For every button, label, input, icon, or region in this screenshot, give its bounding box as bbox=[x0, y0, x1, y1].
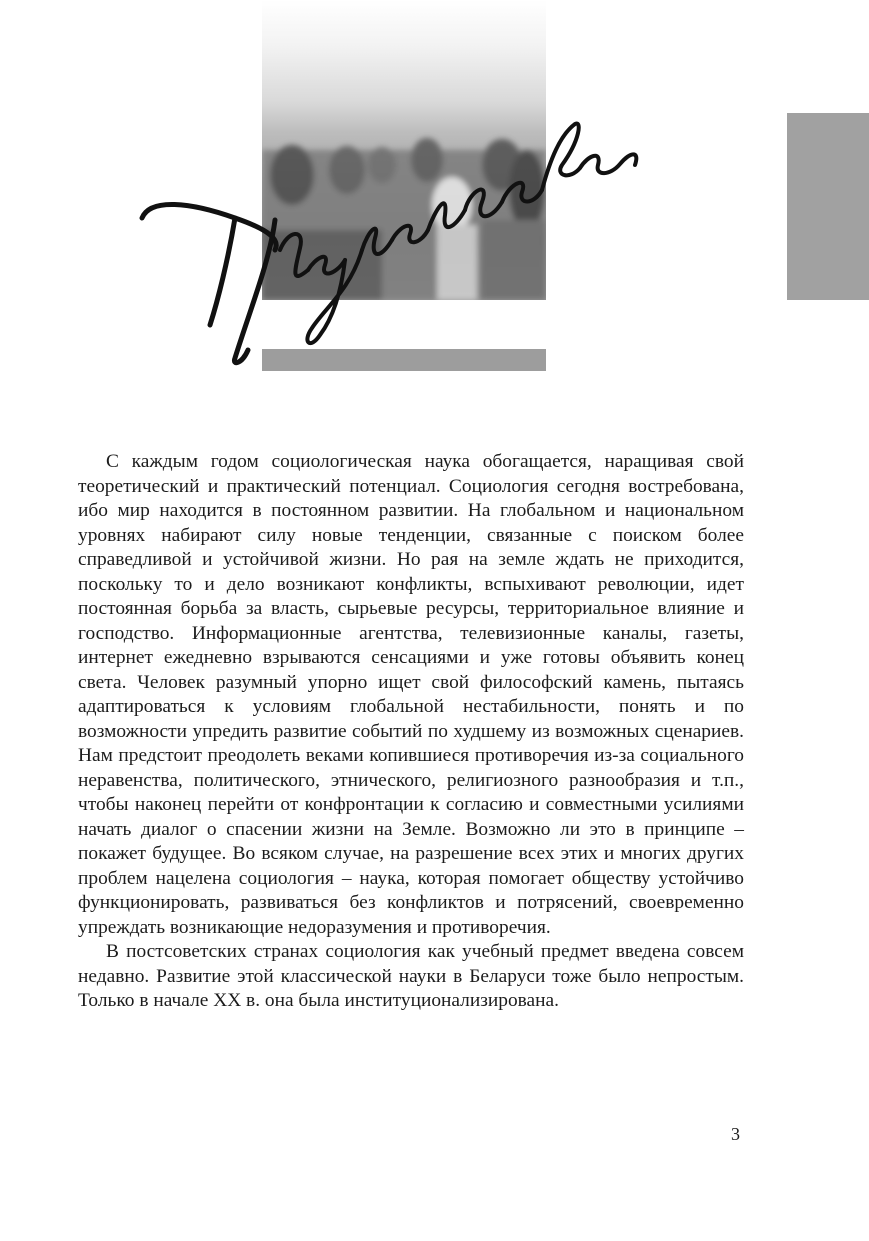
chapter-title bbox=[130, 110, 650, 370]
script-title-logo bbox=[130, 110, 650, 370]
chapter-tab bbox=[787, 113, 869, 300]
body-text bbox=[78, 450, 744, 1014]
page-number: 3 bbox=[731, 1124, 740, 1144]
paragraph: С каждым годом социологическая наука обогащается, наращивая свой теоретический и практический потенциал. Социология сегодня востребована, ибо мир находится в постоянном развитии. На глобальном и национальном уровнях набирают силу новые тенденции, связанные с поиском более справедливой и устойчивой жизни. Но рая на земле ждать не приходится, поскольку то и дело возникают конфликты, вспыхивают революции, идет постоянная борьба за власть, сырьевые ресурсы, территориальное влияние и господство. Информационные агентства, телевизионные каналы, газеты, интернет ежедневно взрываются сенсациями и уже готовы объявить конец света. Человек разумный упорно ищет свой философский камень, пытаясь адаптироваться к условиям глобальной нестабильности, понять и по возможности упредить развитие событий по худшему из возможных сценариев. Нам предстоит преодолеть веками копившиеся противоречия из-за социального неравенства, политического, этнического, религиозного разнообразия и т.п., чтобы наконец перейти от конфронтации к согласию и совместными усилиями начать диалог о спасении жизни на Земле. Возможно ли это в принципе – покажет будущее. Во всяком случае, на разрешение всех этих и многих других проблем нацелена социология – наука, которая помогает обществу устойчиво функционировать, развиваться без конфликтов и потрясений, своевременно упреждать возникающие недоразумения и противоречия. bbox=[78, 451, 744, 938]
paragraph: В постсоветских странах социология как учебный предмет введена совсем недавно. Развитие этой классической науки в Беларуси тоже было непростым. Только в начале XX в. она была институционализирована. bbox=[78, 941, 744, 1011]
